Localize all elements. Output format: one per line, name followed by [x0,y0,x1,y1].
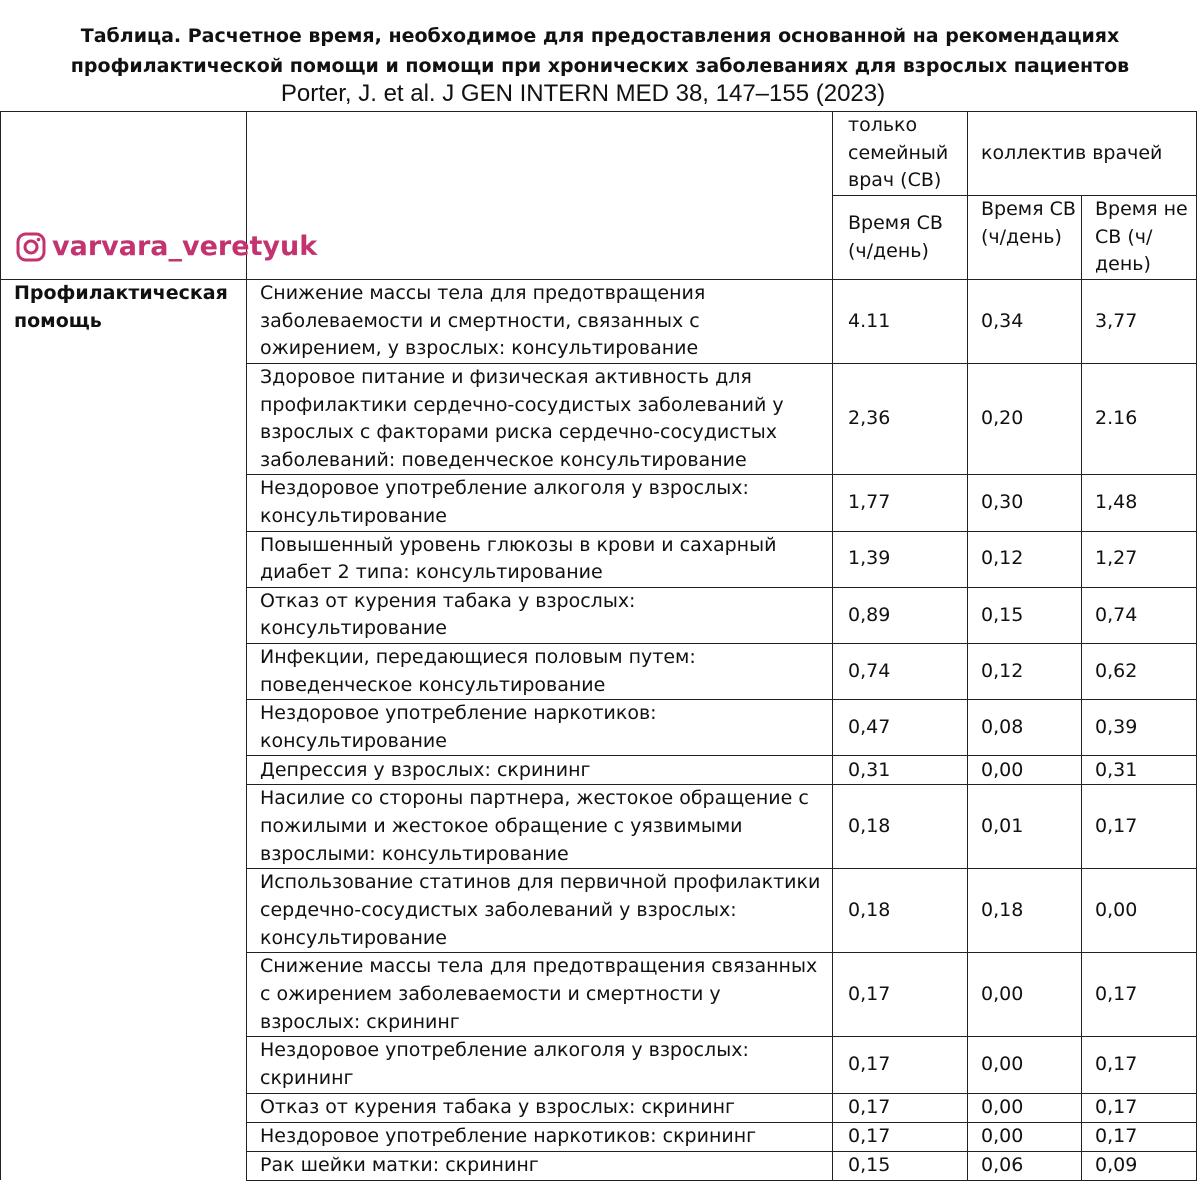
value-pcp: 0,89 [833,587,968,643]
row-label: Нездоровое употребление наркотиков: скрининг [247,1122,833,1151]
value-pcp: 0,74 [833,643,968,699]
value-pcp: 0,15 [833,1151,968,1180]
value-team-nonpcp: 0,17 [1082,1122,1197,1151]
value-team-pcp: 0,30 [968,475,1082,531]
watermark-handle: varvara_veretyuk [52,231,318,262]
value-team-nonpcp: 0,62 [1082,643,1197,699]
value-team-nonpcp: 0,31 [1082,756,1197,785]
value-team-nonpcp: 0,17 [1082,1037,1197,1093]
value-team-pcp: 0,00 [968,1122,1082,1151]
value-team-pcp: 0,01 [968,785,1082,869]
value-pcp: 0,17 [833,953,968,1037]
category-cell: Профилактическая помощь [1,280,247,1181]
row-label: Нездоровое употребление алкоголя у взрослых: консультирование [247,475,833,531]
header-col-team-nonpcp-time: Время не СВ (ч/день) [1082,196,1197,280]
value-team-pcp: 0,15 [968,587,1082,643]
citation: Porter, J. et al. J GEN INTERN MED 38, 147–155 (2023) [280,80,886,107]
row-label: Отказ от курения табака у взрослых: консультирование [247,587,833,643]
value-pcp: 0,17 [833,1122,968,1151]
value-pcp: 0,47 [833,700,968,756]
value-team-nonpcp: 3,77 [1082,280,1197,364]
value-team-nonpcp: 0,00 [1082,869,1197,953]
instagram-icon [16,232,46,262]
row-label: Депрессия у взрослых: скрининг [247,756,833,785]
row-label: Рак шейки матки: скрининг [247,1151,833,1180]
row-label: Снижение массы тела для предотвращения заболеваемости и смертности, связанных с ожирением, у взрослых: консультирование [247,280,833,364]
row-label: Использование статинов для первичной профилактики сердечно-сосудистых заболеваний у взрослых: консультирование [247,869,833,953]
value-team-pcp: 0,00 [968,1093,1082,1122]
header-col-pcp-time: Время СВ (ч/день) [833,196,968,280]
value-pcp: 0,31 [833,756,968,785]
row-label: Нездоровое употребление наркотиков: консультирование [247,700,833,756]
value-team-nonpcp: 0,09 [1082,1151,1197,1180]
table-row [1,280,1197,364]
value-team-pcp: 0,20 [968,364,1082,475]
value-pcp: 1,39 [833,531,968,587]
value-team-nonpcp: 2.16 [1082,364,1197,475]
value-team-nonpcp: 0,17 [1082,953,1197,1037]
value-team-nonpcp: 0,17 [1082,1093,1197,1122]
row-label: Отказ от курения табака у взрослых: скрининг [247,1093,833,1122]
row-label: Здоровое питание и физическая активность для профилактики сердечно-сосудистых заболеваний у взрослых с факторами риска сердечно-сосудистых заболеваний: поведенческое консультирование [247,364,833,475]
value-pcp: 0,18 [833,785,968,869]
header-empty-label [247,112,833,280]
value-team-pcp: 0,06 [968,1151,1082,1180]
value-pcp: 1,77 [833,475,968,531]
row-label: Инфекции, передающиеся половым путем: поведенческое консультирование [247,643,833,699]
value-team-nonpcp: 0,74 [1082,587,1197,643]
value-team-pcp: 0,00 [968,953,1082,1037]
table-title-line-2: профилактической помощи и помощи при хронических заболеваниях для взрослых пациентов [70,55,1130,77]
value-team-nonpcp: 1,27 [1082,531,1197,587]
header-row-groups [1,112,1197,196]
value-team-nonpcp: 1,48 [1082,475,1197,531]
value-pcp: 0,18 [833,869,968,953]
value-team-pcp: 0,34 [968,280,1082,364]
row-label: Повышенный уровень глюкозы в крови и сахарный диабет 2 типа: консультирование [247,531,833,587]
row-label: Насилие со стороны партнера, жестокое обращение с пожилыми и жестокое обращение с уязвимыми взрослыми: консультирование [247,785,833,869]
header-pcp-only: только семейный врач (СВ) [833,112,968,196]
value-pcp: 0,17 [833,1037,968,1093]
value-team-pcp: 0,12 [968,531,1082,587]
time-table [0,111,1197,1181]
watermark [16,229,317,265]
value-pcp: 2,36 [833,364,968,475]
value-team-pcp: 0,18 [968,869,1082,953]
row-label: Снижение массы тела для предотвращения связанных с ожирением заболеваемости и смертности у взрослых: скрининг [247,953,833,1037]
value-pcp: 0,17 [833,1093,968,1122]
value-team-pcp: 0,08 [968,700,1082,756]
table-title-line-1: Таблица. Расчетное время, необходимое для предоставления основанной на рекомендациях [80,25,1120,47]
value-team-pcp: 0,12 [968,643,1082,699]
value-team-pcp: 0,00 [968,756,1082,785]
header-col-team-pcp-time: Время СВ (ч/день) [968,196,1082,280]
value-team-nonpcp: 0,39 [1082,700,1197,756]
row-label: Нездоровое употребление алкоголя у взрослых: скрининг [247,1037,833,1093]
value-team-nonpcp: 0,17 [1082,785,1197,869]
value-pcp: 4.11 [833,280,968,364]
header-team: коллектив врачей [968,112,1197,196]
value-team-pcp: 0,00 [968,1037,1082,1093]
